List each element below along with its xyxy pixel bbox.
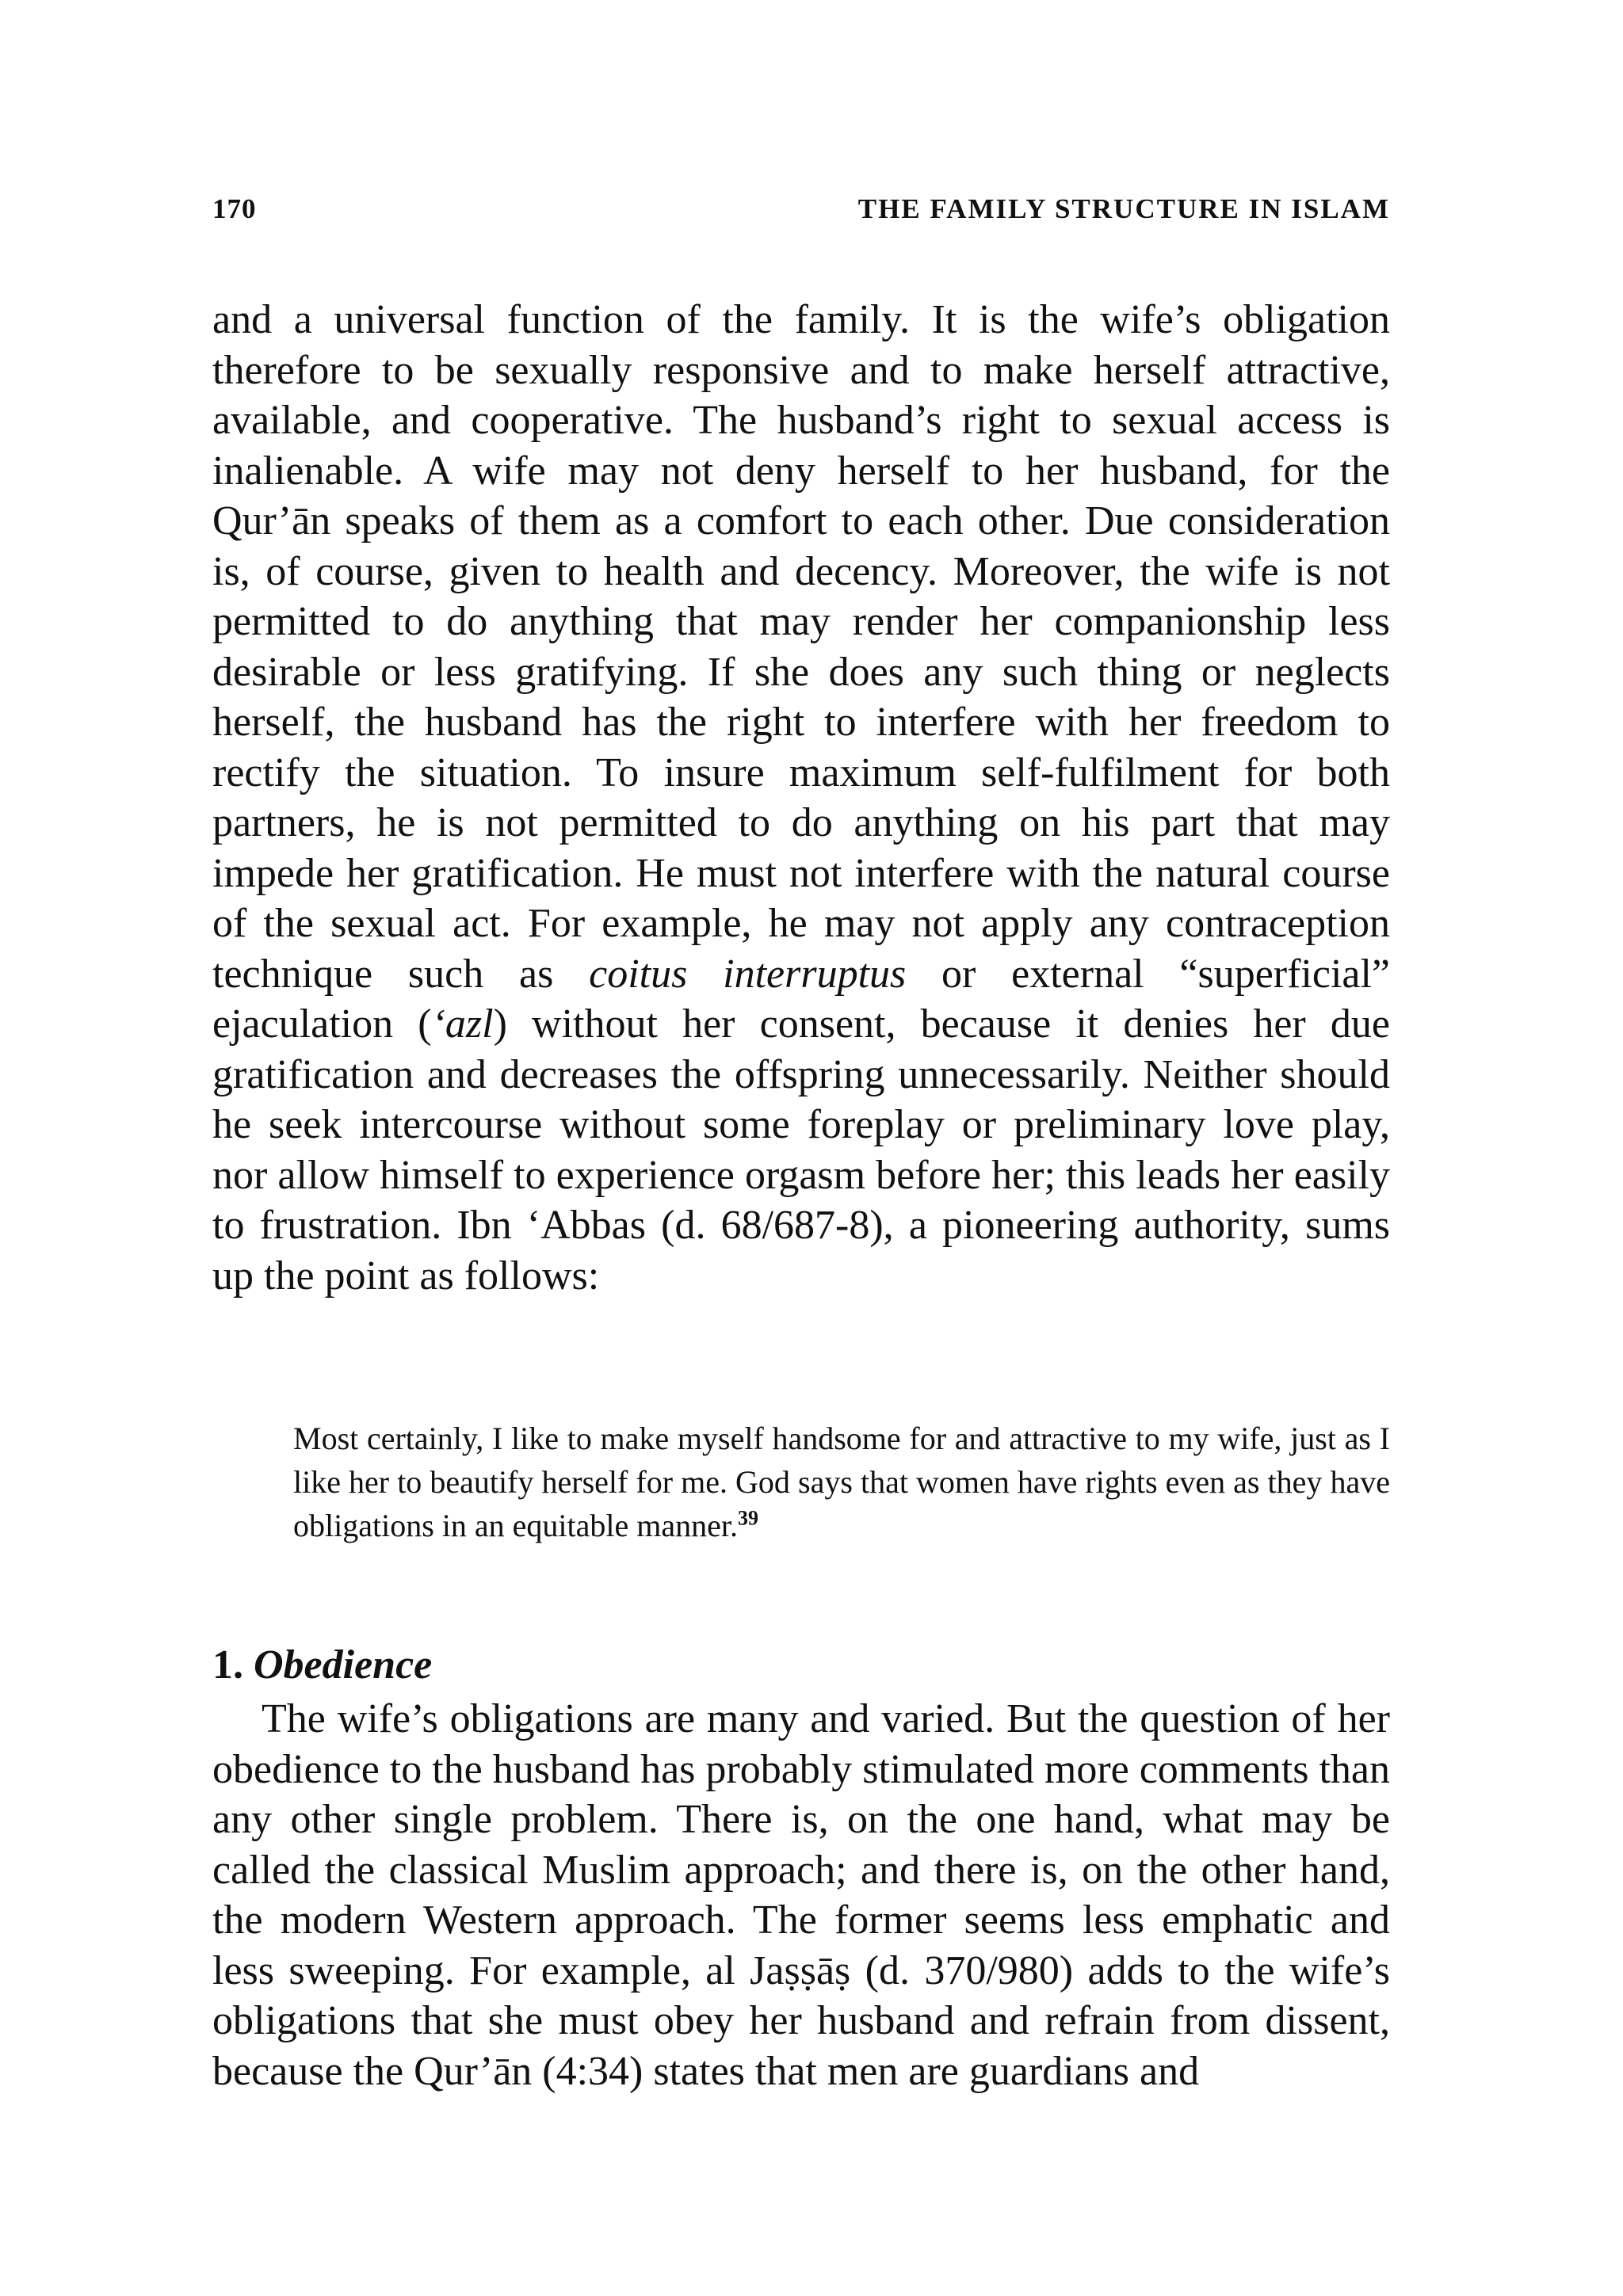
footnote-reference: 39 xyxy=(737,1506,758,1530)
running-head xyxy=(212,193,1390,241)
quote-text: Most certainly, I like to make myself handsome for and attractive to my wife, just as I like her to beautify herself for me. God says that women have rights even as they have obligations in an equitable manner. xyxy=(293,1421,1390,1543)
section-heading xyxy=(212,1640,432,1690)
section-number: 1. xyxy=(212,1642,243,1688)
italic-term-coitus-interruptus: coitus interruptus xyxy=(589,951,907,997)
paragraph-1-text-cont: or external “superficial” ejaculation ( xyxy=(212,951,1390,1047)
block-quote xyxy=(293,1417,1390,1547)
paragraph-1-text: and a universal function of the family. It is the wife’s obligation therefore to be sexually responsive and to make herself attractive, available, and cooperative. The husband’s right to sexual access is inalienable. A wife may not deny herself to her husband, for the Qur’ān speaks of them as a comfort to each other. Due consideration is, of course, given to health and decency. Moreover, the wife is not permitted to do anything that may render her companionship less desirable or less gratifying. If she does any such thing or neglects herself, the husband has the right to interfere with her freedom to rectify the situation. To insure maximum self-fulfilment for both partners, he is not permitted to do anything on his part that may impede her gratification. He must not interfere with the natural course of the sexual act. For example, he may not apply any contraception technique such as xyxy=(212,297,1390,997)
italic-term-azl: ‘azl xyxy=(431,1001,494,1047)
page-number: 170 xyxy=(212,193,257,224)
section-title: Obedience xyxy=(254,1642,433,1688)
book-title-header: THE FAMILY STRUCTURE IN ISLAM xyxy=(857,193,1390,224)
body-paragraph-2: The wife’s obligations are many and varied. But the question of her obedience to the husband has probably stimulated more comments than any other single problem. There is, on the one hand, what may be called the classical Muslim approach; and there is, on the other hand, the modern Western approach. The former seems less emphatic and less sweeping. For example, al Jaṣṣāṣ (d. 370/980) adds to the wife’s obligations that she must obey her husband and refrain from dissent, because the Qur’ān (4:34) states that men are guardians and xyxy=(212,1696,1390,2094)
paragraph-1-text-end: ) without her consent, because it denies her due gratification and decreases the offspring unnecessarily. Neither should he seek intercourse without some foreplay or preliminary love play, nor allow himself to experience orgasm before her; this leads her easily to frustration. Ibn ‘Abbas (d. 68/687-8), a pioneering authority, sums up the point as follows: xyxy=(212,1001,1390,1299)
body-paragraph-1 xyxy=(212,295,1390,1301)
